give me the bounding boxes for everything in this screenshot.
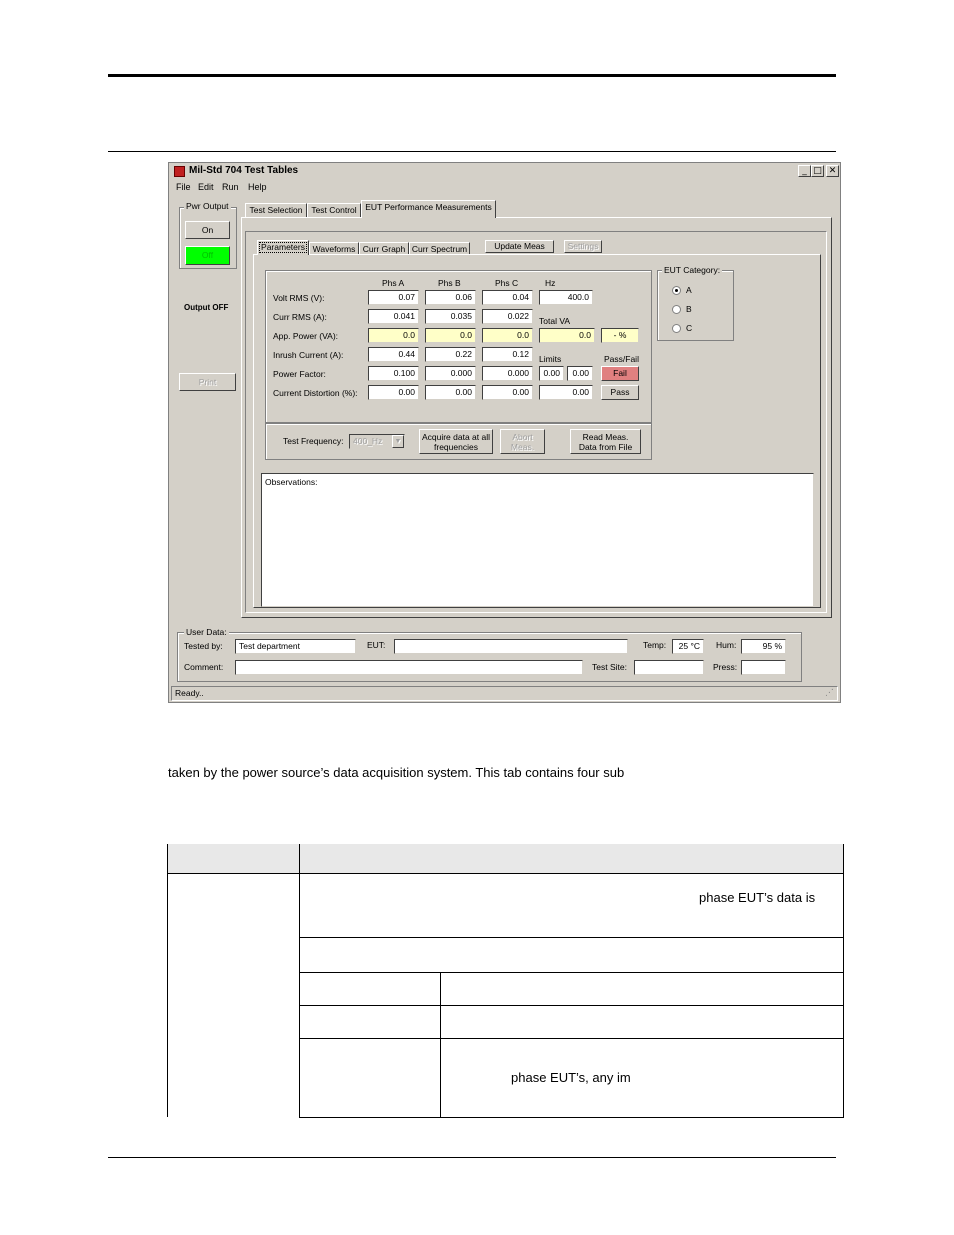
tab-parameters[interactable]: Parameters (257, 240, 309, 255)
dist-pass-indicator: Pass (601, 385, 639, 400)
radio-selected-dot (675, 289, 678, 292)
power-phs-a: 0.0 (368, 328, 419, 343)
pf-phs-b: 0.000 (425, 366, 476, 381)
pf-phs-c: 0.000 (482, 366, 533, 381)
row-label-volt: Volt RMS (V): (273, 293, 325, 303)
curr-phs-a: 0.041 (368, 309, 419, 324)
section-rule (108, 151, 836, 152)
tab-test-control[interactable]: Test Control (307, 203, 361, 217)
hum-label: Hum: (716, 640, 737, 650)
row-label-inrush: Inrush Current (A): (273, 350, 344, 360)
table-cell-text-2: phase EUT’s, any im (511, 1070, 631, 1085)
table-row-line-4 (300, 1038, 843, 1039)
window-title: Mil-Std 704 Test Tables (189, 165, 299, 176)
volt-phs-c: 0.04 (482, 290, 533, 305)
header-rule (108, 74, 836, 77)
row-label-power: App. Power (VA): (273, 331, 339, 341)
pf-limit-low: 0.00 (539, 366, 564, 381)
radio-category-b[interactable] (672, 305, 681, 314)
maximize-button[interactable]: □ (811, 165, 824, 177)
close-button[interactable]: ✕ (826, 165, 839, 177)
table-cell-text-1: phase EUT’s data is (699, 890, 816, 905)
col-header-phs-b: Phs B (438, 278, 461, 288)
abort-meas-button[interactable] (500, 429, 545, 454)
volt-phs-b: 0.06 (425, 290, 476, 305)
resize-grip-icon[interactable]: ⋰ (825, 687, 834, 697)
curr-phs-b: 0.035 (425, 309, 476, 324)
col-header-hz: Hz (545, 278, 556, 288)
test-frequency-label: Test Frequency: (283, 436, 344, 446)
eut-category-group (657, 270, 734, 341)
print-button[interactable]: Print (179, 373, 236, 391)
read-line-1: Read Meas. (582, 432, 629, 442)
limits-label: Limits (539, 354, 562, 364)
abort-line-2: Meas. (510, 442, 535, 452)
app-window (168, 162, 841, 703)
tab-curr-graph[interactable]: Curr Graph (359, 242, 409, 255)
app-icon (174, 166, 185, 177)
dist-limit: 0.00 (539, 385, 593, 400)
total-va-label: Total VA (539, 316, 571, 326)
tab-eut-performance[interactable]: EUT Performance Measurements (361, 200, 496, 218)
volt-phs-a: 0.07 (368, 290, 419, 305)
table-row-line-1 (300, 937, 843, 938)
observations-label: Observations: (265, 477, 318, 487)
eut-input[interactable] (394, 639, 628, 654)
pwr-output-label: Pwr Output (186, 201, 229, 211)
body-paragraph: taken by the power source’s data acquisition system. This tab contains four sub (168, 765, 625, 780)
menu-run[interactable]: Run (222, 182, 239, 192)
col-header-phs-c: Phs C (495, 278, 519, 288)
radio-category-c[interactable] (672, 324, 681, 333)
power-phs-b: 0.0 (425, 328, 476, 343)
press-input[interactable] (741, 660, 786, 675)
tested-by-label: Tested by: (184, 641, 223, 651)
radio-category-a[interactable] (672, 286, 681, 295)
acquire-line-2: frequencies (434, 442, 478, 452)
dist-phs-c: 0.00 (482, 385, 533, 400)
update-meas-button[interactable]: Update Meas (485, 240, 554, 253)
press-label: Press: (713, 662, 738, 672)
pass-fail-label: Pass/Fail (604, 354, 639, 364)
menu-file[interactable]: File (176, 182, 191, 192)
test-site-label: Test Site: (592, 662, 627, 672)
read-line-2: Data from File (578, 442, 633, 452)
status-bar (171, 686, 838, 701)
test-site-input[interactable] (634, 660, 704, 675)
total-va-percent: - % (601, 328, 639, 343)
comment-input[interactable] (235, 660, 583, 675)
row-label-curr: Curr RMS (A): (273, 312, 327, 322)
table-right-border (843, 844, 844, 1118)
row-label-pf: Power Factor: (273, 369, 326, 379)
minimize-button[interactable]: _ (798, 165, 811, 177)
radio-label-c: C (686, 323, 693, 333)
observations-textarea[interactable] (261, 473, 814, 607)
tested-by-input[interactable]: Test department (235, 639, 356, 654)
table-row-line-3 (300, 1005, 843, 1006)
power-phs-c: 0.0 (482, 328, 533, 343)
row-label-distortion: Current Distortion (%): (273, 388, 358, 398)
menu-edit[interactable]: Edit (198, 182, 214, 192)
table-inner-col-divider (440, 972, 441, 1117)
table-bottom-border (300, 1117, 844, 1118)
inrush-phs-c: 0.12 (482, 347, 533, 362)
status-text: Ready.. (175, 688, 204, 698)
output-state-text: Output OFF (184, 303, 229, 312)
hum-input[interactable]: 95 % (741, 639, 786, 654)
inrush-phs-b: 0.22 (425, 347, 476, 362)
hz-value: 400.0 (539, 290, 593, 305)
col-header-phs-a: Phs A (382, 278, 405, 288)
table-col-divider (299, 844, 300, 1118)
temp-input[interactable]: 25 °C (672, 639, 704, 654)
comment-label: Comment: (184, 662, 224, 672)
settings-button[interactable]: Settings (564, 240, 602, 253)
tab-test-selection[interactable]: Test Selection (245, 203, 307, 217)
table-left-border (167, 844, 168, 1117)
table-row-line-2 (300, 972, 843, 973)
radio-label-b: B (686, 304, 692, 314)
menu-help[interactable]: Help (248, 182, 267, 192)
curr-phs-c: 0.022 (482, 309, 533, 324)
title-bar (169, 163, 840, 180)
tab-waveforms[interactable]: Waveforms (309, 242, 359, 255)
pf-phs-a: 0.100 (368, 366, 419, 381)
test-frequency-select[interactable]: 400_Hz (349, 434, 405, 449)
radio-label-a: A (686, 285, 692, 295)
read-meas-file-button[interactable] (570, 429, 641, 454)
eut-category-label: EUT Category: (664, 265, 721, 275)
table-header-row (167, 844, 844, 874)
output-on-button[interactable]: On (185, 221, 230, 239)
total-va-value: 0.0 (539, 328, 595, 343)
abort-line-1: Abort (512, 432, 533, 442)
temp-label: Temp: (643, 640, 667, 650)
footer-rule (108, 1157, 836, 1158)
inrush-phs-a: 0.44 (368, 347, 419, 362)
pf-fail-indicator: Fail (601, 366, 639, 381)
dist-phs-b: 0.00 (425, 385, 476, 400)
menu-bar (169, 180, 840, 194)
pf-limit-high: 0.00 (567, 366, 593, 381)
chevron-down-icon[interactable]: ▼ (392, 435, 404, 448)
output-off-button[interactable]: Off (185, 246, 230, 265)
dist-phs-a: 0.00 (368, 385, 419, 400)
acquire-line-1: Acquire data at all (421, 432, 491, 442)
user-data-label: User Data: (186, 627, 227, 637)
eut-label: EUT: (367, 640, 386, 650)
acquire-all-button[interactable] (419, 429, 493, 454)
tab-curr-spectrum[interactable]: Curr Spectrum (409, 242, 470, 255)
